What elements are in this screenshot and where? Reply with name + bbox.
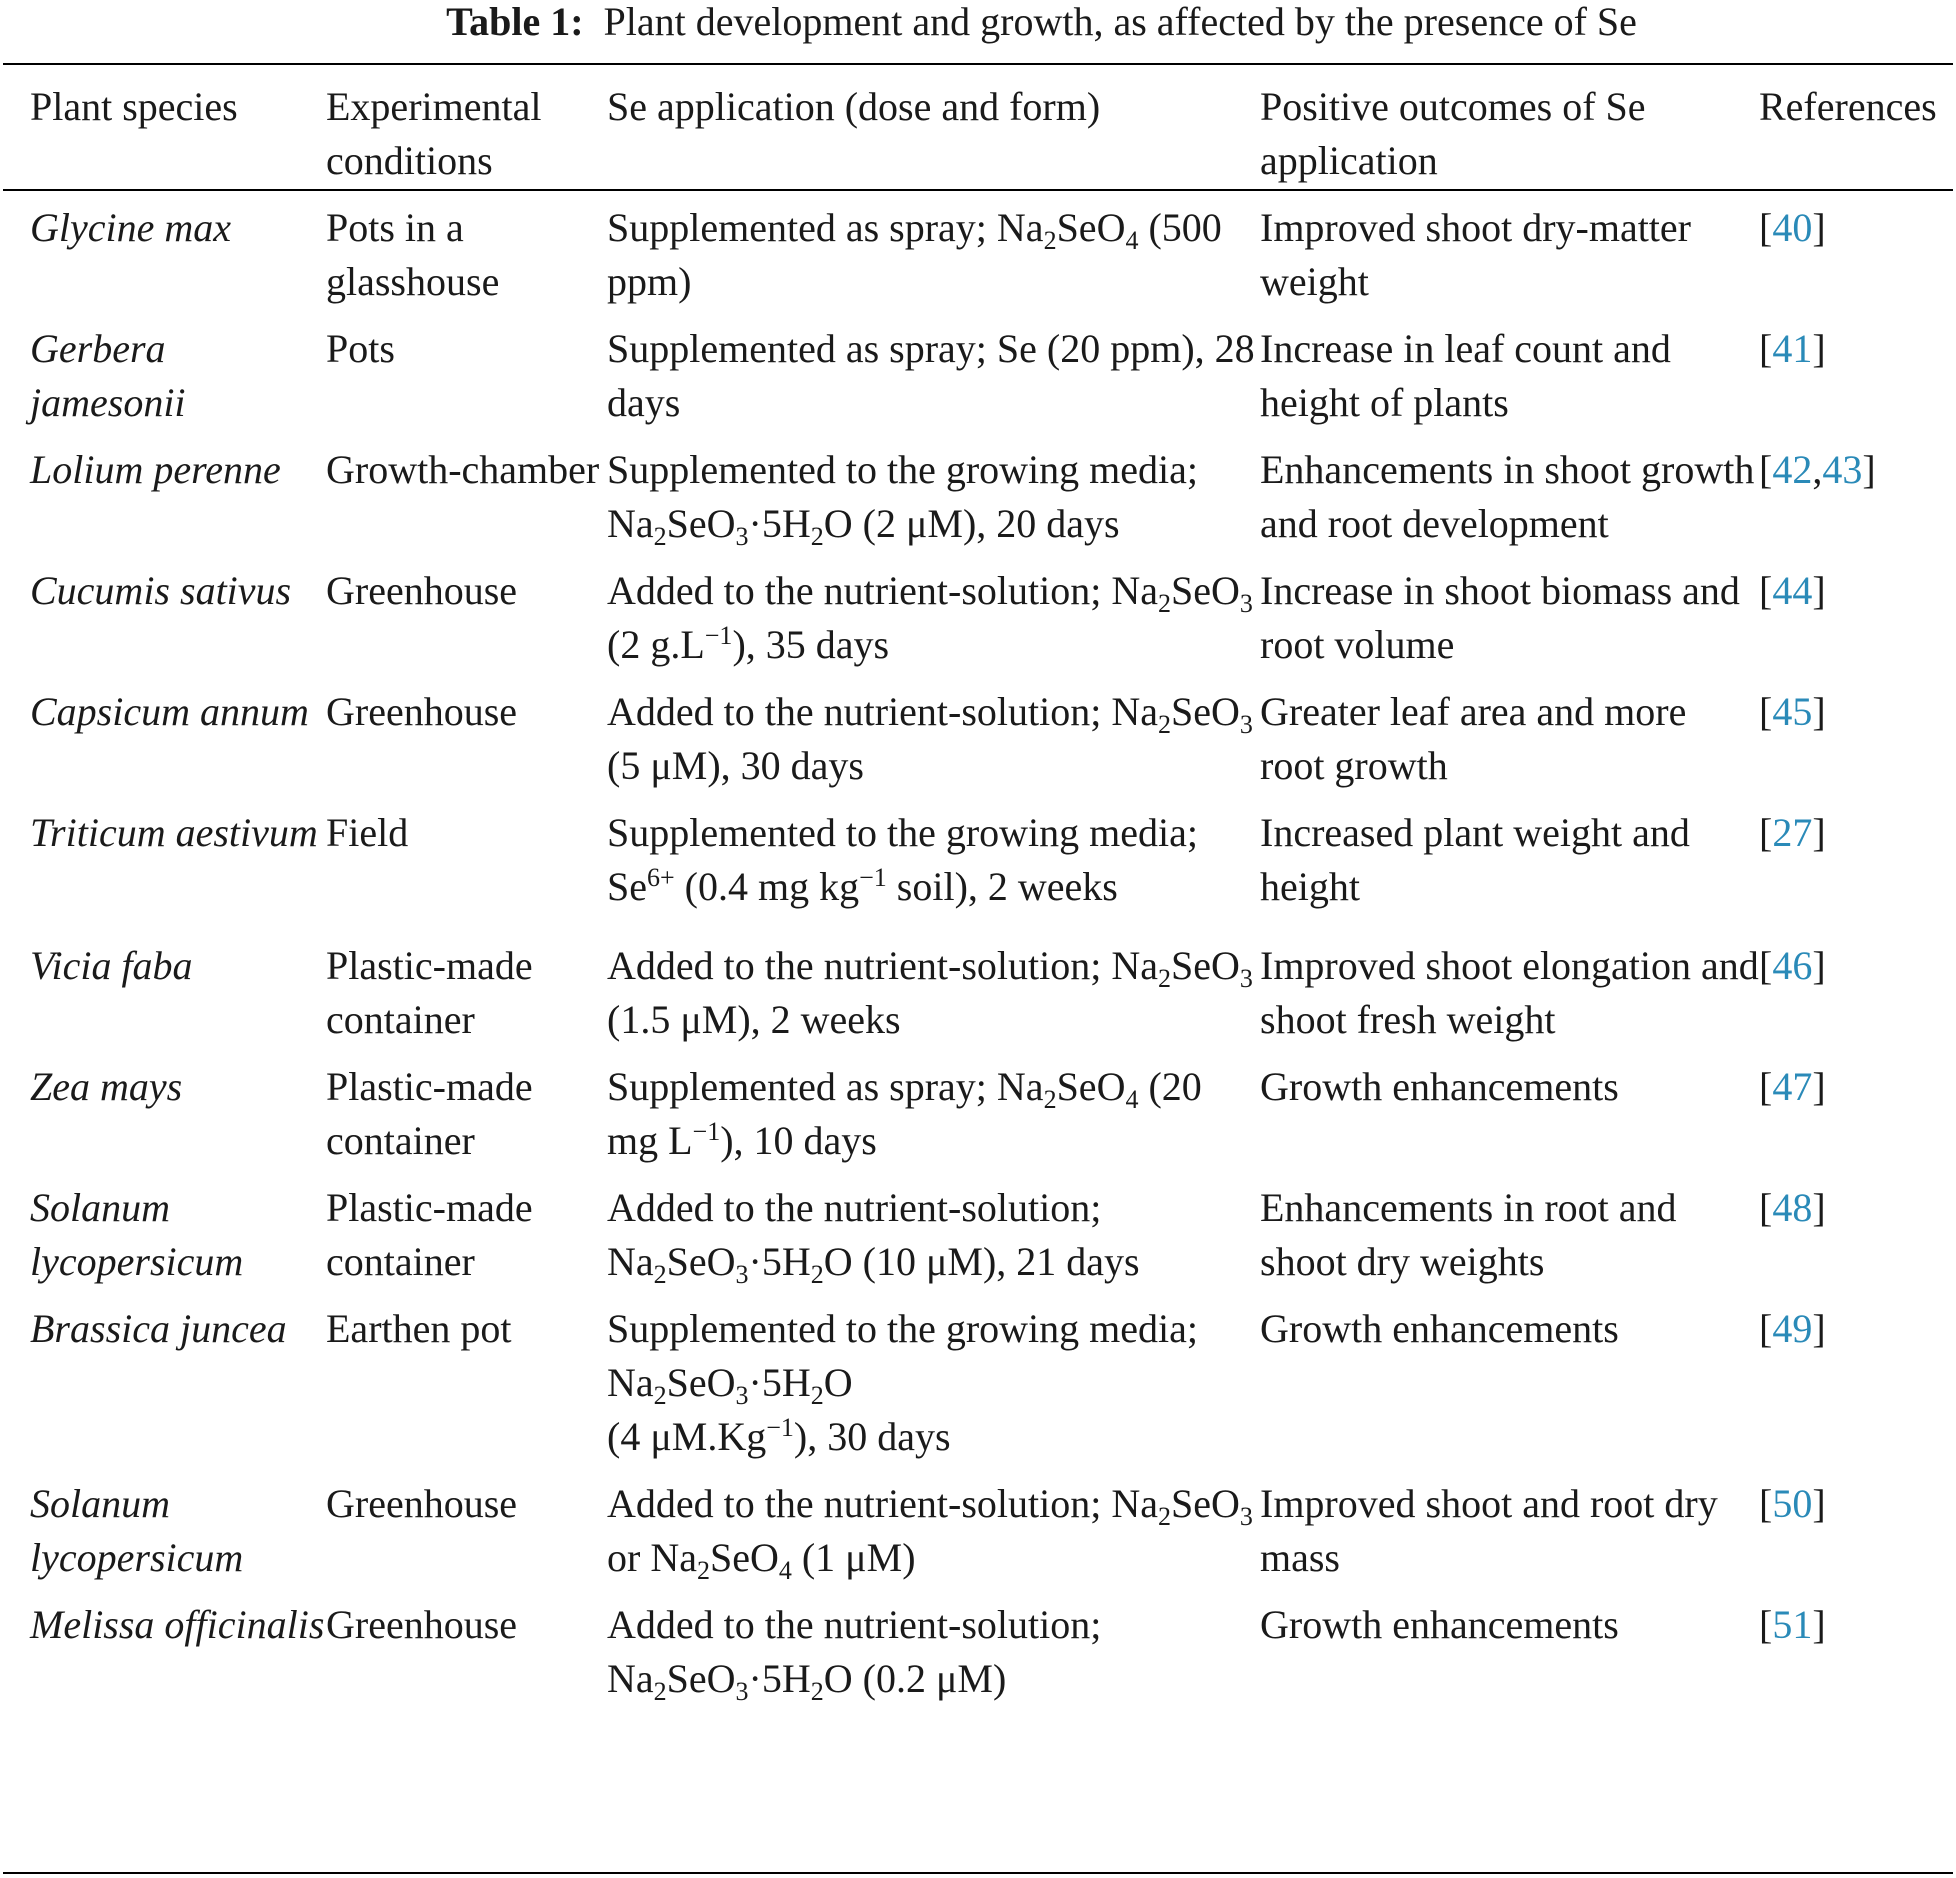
cell-species: Brassica juncea (30, 1306, 287, 1351)
cell-outcome: Growth enhancements (1260, 1602, 1619, 1647)
column-header-se-application: Se application (dose and form) (607, 84, 1101, 129)
cell-species: Lolium perenne (30, 447, 281, 492)
table-row (0, 201, 1956, 322)
cell-references: [50] (1759, 1481, 1826, 1526)
cell-species: Solanum lycopersicum (30, 1481, 244, 1580)
column-header-experimental-conditions: Experimental conditions (326, 84, 542, 183)
cell-outcome: Greater leaf area and more root growth (1260, 689, 1687, 788)
cell-conditions: Plastic-made container (326, 943, 533, 1042)
reference-link[interactable]: 27 (1772, 810, 1813, 855)
cell-species: Solanum lycopersicum (30, 1185, 244, 1284)
cell-references: [42,43] (1759, 447, 1876, 492)
cell-references: [47] (1759, 1064, 1826, 1109)
cell-application: Added to the nutrient-solution; $Na_2SeO_3$ (2 $g.L^{-1}$), 35 days (607, 568, 1253, 667)
cell-conditions: Pots in a glasshouse (326, 205, 500, 304)
caption-label: Table 1: (446, 0, 584, 44)
cell-conditions: Plastic-made container (326, 1185, 533, 1284)
cell-references: [46] (1759, 943, 1826, 988)
reference-link[interactable]: 45 (1772, 689, 1813, 734)
table-row (0, 1477, 1956, 1598)
table-caption (0, 0, 1956, 44)
reference-link[interactable]: 40 (1772, 205, 1813, 250)
cell-application: Added to the nutrient-solution; $Na_2SeO_3$ (1.5 μM), 2 weeks (607, 943, 1253, 1042)
cell-outcome: Increased plant weight and height (1260, 810, 1690, 909)
column-header-positive-outcomes: Positive outcomes of Se application (1260, 84, 1646, 183)
reference-link[interactable]: 51 (1772, 1602, 1813, 1647)
cell-application: Supplemented to the growing media; $Na_2SeO_3\cdot 5H_2O$ (2 μM), 20 days (607, 447, 1198, 551)
table-row (0, 564, 1956, 685)
cell-outcome: Growth enhancements (1260, 1064, 1619, 1109)
reference-link[interactable]: 46 (1772, 943, 1813, 988)
cell-conditions: Greenhouse (326, 689, 518, 734)
cell-outcome: Increase in shoot biomass and root volume (1260, 568, 1740, 667)
cell-species: Glycine max (30, 205, 232, 250)
reference-link[interactable]: 48 (1772, 1185, 1813, 1230)
reference-link[interactable]: 43 (1822, 447, 1863, 492)
reference-link[interactable]: 50 (1772, 1481, 1813, 1526)
cell-species: Zea mays (30, 1064, 183, 1109)
cell-application: Added to the nutrient-solution; $Na_2SeO_3\cdot 5H_2O$ (10 μM), 21 days (607, 1185, 1140, 1289)
cell-references: [27] (1759, 810, 1826, 855)
cell-application: Supplemented as spray; $Na_2SeO_4$ (500 ppm) (607, 205, 1222, 304)
cell-references: [45] (1759, 689, 1826, 734)
reference-link[interactable]: 41 (1772, 326, 1813, 371)
cell-application: Supplemented as spray; $Na_2SeO_4$ (20 mg $L^{-1}$), 10 days (607, 1064, 1202, 1163)
caption-text: Plant development and growth, as affected by the presence of Se (603, 0, 1637, 44)
cell-outcome: Increase in leaf count and height of plants (1260, 326, 1671, 425)
reference-link[interactable]: 47 (1772, 1064, 1813, 1109)
table-row (0, 1060, 1956, 1181)
table-bottom-rule (3, 1872, 1953, 1874)
cell-references: [51] (1759, 1602, 1826, 1647)
cell-conditions: Greenhouse (326, 1602, 518, 1647)
cell-application: Added to the nutrient-solution; $Na_2SeO_3\cdot 5H_2O$ (0.2 μM) (607, 1602, 1102, 1706)
cell-species: Vicia faba (30, 943, 193, 988)
cell-conditions: Greenhouse (326, 568, 518, 613)
cell-outcome: Improved shoot elongation and shoot fresh weight (1260, 943, 1759, 1042)
cell-outcome: Enhancements in shoot growth and root development (1260, 447, 1755, 546)
cell-species: Capsicum annum (30, 689, 309, 734)
table-row (0, 806, 1956, 939)
cell-application: Added to the nutrient-solution; $Na_2SeO_3$ or $Na_2SeO_4$ (1 μM) (607, 1481, 1253, 1585)
cell-references: [48] (1759, 1185, 1826, 1230)
cell-application: Supplemented as spray; Se (20 ppm), 28 days (607, 326, 1255, 425)
cell-conditions: Plastic-made container (326, 1064, 533, 1163)
cell-conditions: Field (326, 810, 409, 855)
table-row (0, 939, 1956, 1060)
cell-references: [41] (1759, 326, 1826, 371)
table-row (0, 1598, 1956, 1719)
reference-link[interactable]: 49 (1772, 1306, 1813, 1351)
table-row (0, 322, 1956, 443)
cell-references: [40] (1759, 205, 1826, 250)
cell-references: [44] (1759, 568, 1826, 613)
cell-conditions: Growth-chamber (326, 447, 600, 492)
table-top-rule (3, 63, 1953, 65)
cell-species: Gerbera jamesonii (30, 326, 186, 425)
cell-outcome: Improved shoot dry-matter weight (1260, 205, 1691, 304)
column-header-plant-species: Plant species (30, 84, 238, 129)
cell-outcome: Improved shoot and root dry mass (1260, 1481, 1718, 1580)
cell-conditions: Earthen pot (326, 1306, 512, 1351)
cell-species: Melissa officinalis (30, 1602, 325, 1647)
table-row (0, 685, 1956, 806)
reference-link[interactable]: 42 (1772, 447, 1813, 492)
cell-outcome: Growth enhancements (1260, 1306, 1619, 1351)
cell-species: Triticum aestivum (30, 810, 318, 855)
cell-application: Supplemented to the growing media; $Na_2SeO_3\cdot 5H_2O$ (4 $\mu M.Kg^{-1}$), 30 days (607, 1306, 1198, 1459)
cell-conditions: Pots (326, 326, 395, 371)
cell-references: [49] (1759, 1306, 1826, 1351)
cell-outcome: Enhancements in root and shoot dry weights (1260, 1185, 1677, 1284)
reference-link[interactable]: 44 (1772, 568, 1813, 613)
header-row (0, 80, 1956, 189)
table-row (0, 1181, 1956, 1302)
table-row (0, 443, 1956, 564)
cell-application: Supplemented to the growing media; $Se^{6+}$ (0.4 mg $kg^{-1}$ soil), 2 weeks (607, 810, 1198, 909)
table-row (0, 1302, 1956, 1477)
cell-conditions: Greenhouse (326, 1481, 518, 1526)
cell-species: Cucumis sativus (30, 568, 292, 613)
cell-application: Added to the nutrient-solution; $Na_2SeO_3$ (5 μM), 30 days (607, 689, 1253, 788)
column-header-references: References (1759, 84, 1937, 129)
data-table (0, 80, 1956, 1719)
